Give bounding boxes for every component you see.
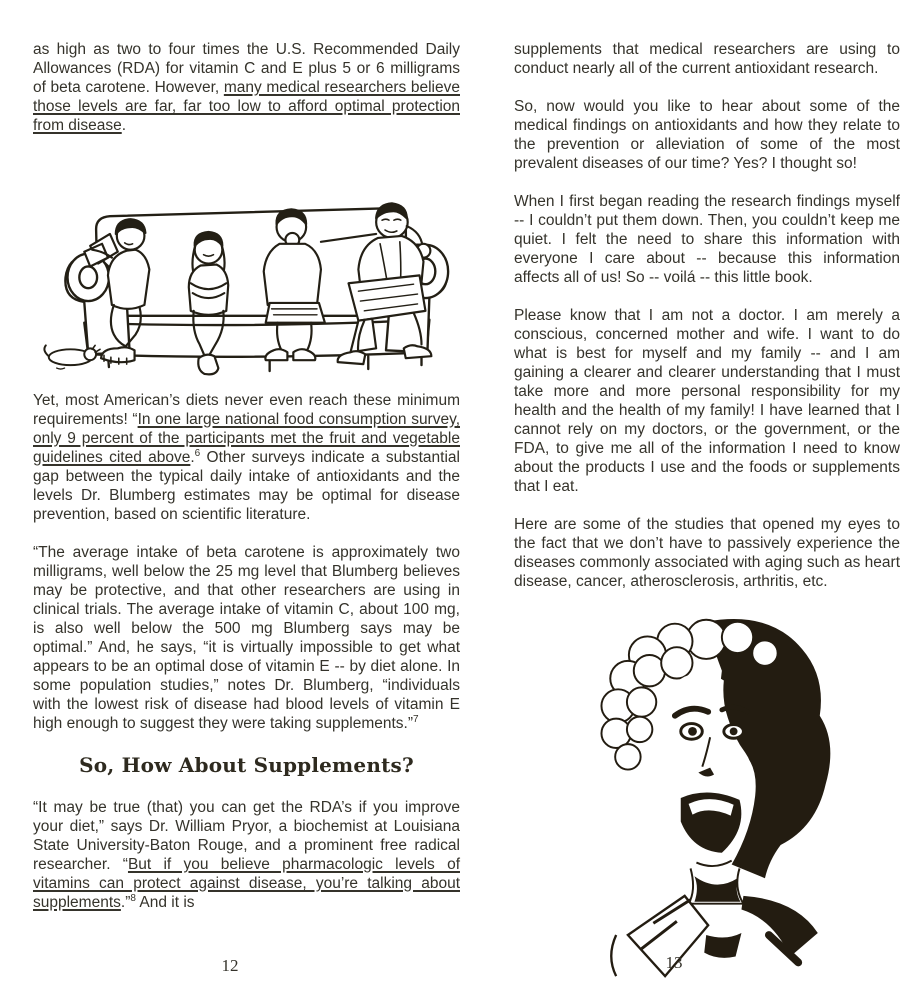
underlined-run: many medical researchers believe those levels are far, far too low to afford optimal protection from disease <box>33 79 460 134</box>
page-12 <box>33 40 460 931</box>
text-run: Other surveys indicate a substantial gap between the typical daily intake of antioxidants and the levels Dr. Blumberg estimates may be optimal for disease prevention, based on scientific literature. <box>33 449 460 523</box>
page-13 <box>514 40 900 982</box>
footnote-ref-6: 6 <box>194 447 201 459</box>
pet-on-floor <box>44 345 100 369</box>
paragraph-blumberg-quote <box>33 543 460 733</box>
text-run: And it is <box>135 894 195 911</box>
family-couch-illustration <box>33 154 457 378</box>
paragraph-pryor-quote <box>33 798 460 912</box>
text-run: “The average intake of beta carotene is approximately two milligrams, well below the 25 mg level that Blumberg believes may be protective, and that other researchers are using in clinical trials. The average intake of vitamin C, about 100 mg, is also well below the 500 mg Blumberg says may be optimal.” And, he says, “it is virtually impossible to get what appears to be an optimal dose of vitamin E -- by diet alone. In some population studies,” notes Dr. Blumberg, “individuals with the lowest risk of disease had blood levels of vitamin E high enough to suggest they were taking supplements.” <box>33 544 460 732</box>
shocked-woman-drawing <box>556 610 876 982</box>
text-run: Yet, most American’s diets never even reach these minimum requirements! “ <box>33 392 460 428</box>
page-number-left: 12 <box>221 956 239 975</box>
section-heading-supplements: So, How About Supplements? <box>79 753 414 777</box>
paragraph-little-book: When I first began reading the research findings myself -- I couldn’t put them down. Then, you couldn’t keep me quiet. I felt the need to share this information with everyone I care about -- because this information affects all of us! So -- voilá -- this little book. <box>514 193 900 286</box>
text-run: .” <box>120 894 131 911</box>
text-run: as high as two to four times the U.S. Recommended Daily Allowances (RDA) for vitamin C and E plus 5 or 6 milligrams of beta carotene. However, <box>33 41 460 96</box>
shocked-woman-illustration <box>556 610 876 982</box>
paragraph-survey <box>33 391 460 524</box>
underlined-run: In one large national food consumption survey, only 9 percent of the participants met the fruit and vegetable guidelines cited above <box>33 411 460 466</box>
text-run: “It may be true (that) you can get the RDA’s if you improve your diet,” says Dr. William Pryor, a biochemist at Louisiana State University-Baton Rouge, and a prominent free radical researcher. “ <box>33 799 460 873</box>
paragraph-research-supplements: supplements that medical researchers are using to conduct nearly all of the current antioxidant research. <box>514 41 900 77</box>
paragraph-medical-findings: So, now would you like to hear about some of the medical findings on antioxidants and how they relate to the prevention or alleviation of some of the most prevalent diseases of our time? Yes? I thought so! <box>514 98 900 172</box>
couch-scene-drawing <box>33 154 457 378</box>
neck-and-jacket <box>611 868 818 976</box>
paragraph-rda-levels <box>33 40 460 135</box>
paragraph-not-a-doctor: Please know that I am not a doctor. I am merely a conscious, concerned mother and wife. I want to do what is best for myself and my family -- and I am gaining a clearer and clearer understanding that I must take more and more personal responsibility for my health and the health of my family! I have learned that I cannot rely on my doctors, or the government, or the FDA, to give me all of the information I need to know about the products I use and the foods or supplements that I eat. <box>514 307 900 495</box>
text-run: . <box>190 449 195 466</box>
footnote-ref-8: 8 <box>130 892 136 904</box>
footnote-ref-7: 7 <box>413 713 419 725</box>
underlined-run: But if you believe pharmacologic levels of vitamins can protect against disease, you’re talking about supplements <box>33 856 460 911</box>
page-number-right: 13 <box>665 953 683 972</box>
text-run: . <box>121 117 127 134</box>
paragraph-studies-opened-eyes: Here are some of the studies that opened my eyes to the fact that we don’t have to passively experience the diseases commonly associated with aging such as heart disease, cancer, atherosclerosis, arthritis, etc. <box>514 516 900 590</box>
